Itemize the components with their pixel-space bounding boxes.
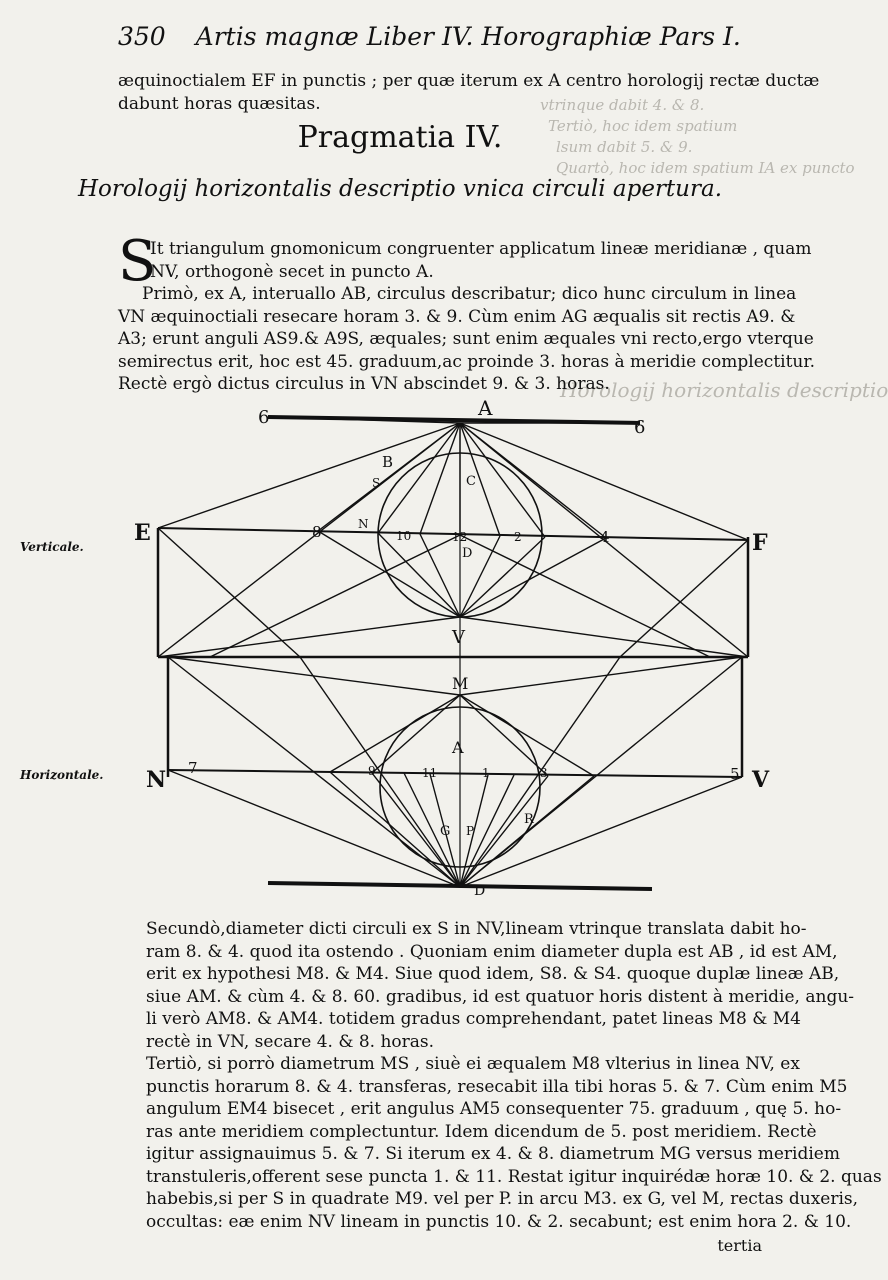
text-line: transtuleris,offerent sese puncta 1. & 11. Restat igitur inquirédæ horæ 10. & 2. quas (146, 1166, 882, 1187)
paragraph-second (146, 918, 882, 1233)
label-eight: 8 (312, 523, 322, 541)
text-line: angulum EM4 bisecet , erit angulus AM5 consequenter 75. graduum , quę 5. ho- (146, 1099, 842, 1119)
text-line: A3; erunt anguli AS9.& A9S, æquales; sunt enim æquales vni recto,ergo vterque (118, 329, 814, 349)
label-M: M (452, 674, 469, 693)
label-ten: 10 (396, 529, 412, 543)
text-line: VN æquinoctiali resecare horam 3. & 9. Cùm enim AG æqualis sit rectis A9. & (118, 306, 796, 327)
label-three: 3 (540, 766, 548, 780)
label-F: F (752, 530, 768, 556)
catchword: tertia (717, 1236, 762, 1255)
bleed-through-line: Horologij horizontalis descriptio (560, 378, 888, 402)
text-line: Tertiò, si porrò diametrum MS , siuè ei æqualem M8 vlterius in linea NV, ex (146, 1054, 800, 1074)
text-line: ram 8. & 4. quod ita ostendo . Quoniam enim diameter dupla est AB , id est AM, (146, 941, 838, 962)
label-P: P (466, 824, 475, 838)
label-twelve: 12 (452, 530, 468, 544)
text-line: siue AM. & cùm 4. & 8. 60. gradibus, id est quatuor horis distent à meridie, angu- (146, 986, 855, 1007)
text-line: It triangulum gnomonicum congruenter applicatum lineæ meridianæ , quam (150, 239, 812, 259)
text-line: igitur assignauimus 5. & 7. Si iterum ex 4. & 8. diametrum MG versus meridiem (146, 1144, 840, 1164)
label-six-right: 6 (634, 417, 646, 438)
text-line: habebis,si per S in quadrate M9. vel per P. in arcu M3. ex G, vel M, rectas duxeris, (146, 1189, 859, 1209)
text-line: erit ex hypothesi M8. & M4. Siue quod idem, S8. & S4. quoque duplæ lineæ AB, (146, 964, 840, 984)
section-subtitle: Horologij horizontalis descriptio vnica circuli apertura. (77, 176, 723, 202)
label-nine: 9 (368, 764, 376, 778)
label-one: 1 (482, 766, 490, 780)
label-eleven: 11 (422, 766, 438, 780)
running-header (118, 22, 741, 51)
label-C: C (466, 474, 476, 489)
label-S: S (372, 476, 381, 490)
label-D: D (462, 546, 473, 561)
side-label-horizontale: Horizontale. (20, 768, 104, 782)
label-N: N (146, 767, 167, 793)
sundial-diagram (0, 395, 800, 915)
label-G: G (440, 824, 451, 839)
text-line: Rectè ergò dictus circulus in VN abscindet 9. & 3. horas. (118, 374, 610, 394)
text-line: semirectus erit, hoc est 45. graduum,ac proinde 3. horas à meridie complectitur. (118, 351, 816, 372)
intro-paragraph (118, 70, 820, 115)
text-line: Secundò,diameter dicti circuli ex S in NV,lineam vtrinque translata dabit ho- (146, 919, 807, 939)
text-line: rectè in VN, secare 4. & 8. horas. (146, 1031, 435, 1052)
text-line: NV, orthogonè secet in puncto A. (150, 261, 434, 282)
text-line: occultas: eæ enim NV lineam in punctis 10. & 2. secabunt; est enim hora 2. & 10. (146, 1211, 852, 1232)
label-E: E (134, 520, 151, 546)
text-line: ras ante meridiem complectuntur. Idem dicendum de 5. post meridiem. Rectè (146, 1121, 817, 1142)
top-bar-line (268, 417, 640, 423)
label-N-small: N (358, 517, 369, 531)
side-label-verticale: Verticale. (20, 540, 84, 554)
text-line: Primò, ex A, interuallo AB, circulus describatur; dico hunc circulum in linea (142, 284, 797, 304)
label-six-left: 6 (258, 407, 270, 428)
drop-cap: S (118, 229, 157, 294)
label-B: B (382, 453, 394, 471)
text-line: æquinoctialem EF in punctis ; per quæ iterum ex A centro horologij rectæ ductæ (118, 71, 820, 91)
label-seven-left: 7 (188, 759, 198, 777)
text-line: dabunt horas quæsitas. (118, 93, 321, 114)
page-number: 350 (118, 22, 166, 51)
label-four: 4 (600, 528, 610, 546)
text-line: li verò AM8. & AM4. totidem gradus comprehendant, patet lineas M8 & M4 (146, 1009, 801, 1029)
bleed-through-line: lsum dabit 5. & 9. (556, 138, 693, 156)
bleed-through-line: Quartò, hoc idem spatium IA ex puncto (556, 159, 855, 177)
label-V-mid: V (452, 627, 465, 648)
text-line: punctis horarum 8. & 4. transferas, resecabit illa tibi horas 5. & 7. Cùm enim M5 (146, 1076, 848, 1097)
label-R: R (524, 812, 534, 827)
bleed-through-line: Tertiò, hoc idem spatium (548, 117, 738, 135)
label-seven-right: 5 (730, 765, 740, 783)
running-title: Artis magnæ Liber IV. Horographiæ Pars I. (195, 22, 741, 51)
section-title: Pragmatia IV. (297, 120, 503, 155)
label-A-top: A (478, 396, 493, 420)
label-V: V (752, 767, 770, 793)
label-A-mid: A (452, 738, 464, 757)
label-D-bottom: D (474, 883, 486, 899)
bleed-through-line: vtrinque dabit 4. & 8. (540, 96, 705, 114)
label-two: 2 (514, 530, 522, 544)
